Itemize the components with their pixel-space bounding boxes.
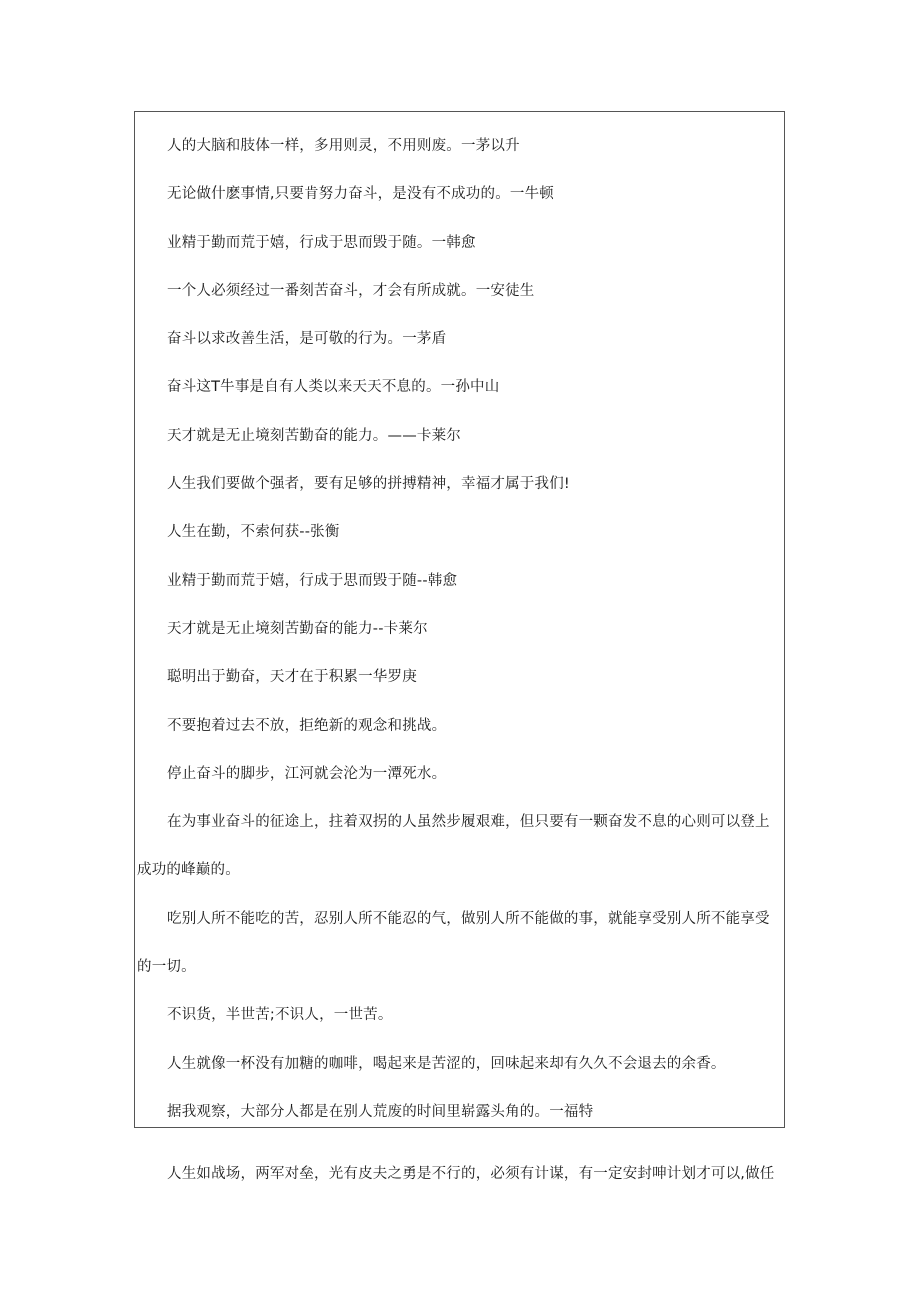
quote-line: 奋斗以求改善生活，是可敬的行为。一茅盾 bbox=[167, 331, 447, 347]
quote-line: 人生在勤，不索何获--张衡 bbox=[167, 524, 340, 540]
quote-line: 人生我们要做个强者，要有足够的拼搏精神，幸福才属于我们! bbox=[167, 476, 570, 492]
body-paragraph-line: 人生如战场，两军对垒，光有皮夫之勇是不行的，必须有计谋，有一定安封呻计划才可以,做任 bbox=[167, 1166, 775, 1182]
quote-line: 天才就是无止境刻苦勤奋的能力--卡莱尔 bbox=[167, 621, 428, 637]
quote-line: 业精于勤而荒于嬉，行成于思而毁于随。一韩愈 bbox=[167, 235, 476, 251]
quote-line: 据我观察，大部分人都是在别人荒废的时间里崭露头角的。一福特 bbox=[167, 1104, 594, 1120]
quote-line: 聪明出于勤奋，天才在于积累一华罗庚 bbox=[167, 669, 417, 685]
quote-line: 在为事业奋斗的征途上，拄着双拐的人虽然步履艰难，但只要有一颗奋发不息的心则可以登上 bbox=[167, 814, 770, 830]
quote-line-continuation: 成功的峰巅的。 bbox=[137, 862, 240, 878]
quote-line: 不要抱着过去不放，拒绝新的观念和挑战。 bbox=[167, 718, 447, 734]
quote-line-continuation: 的一切。 bbox=[137, 959, 196, 975]
quote-line: 业精于勤而荒于嬉，行成于思而毁于随--韩愈 bbox=[167, 573, 458, 589]
quote-line: 无论做什麽事情,只要肯努力奋斗，是没有不成功的。一牛顿 bbox=[167, 186, 555, 202]
quote-line: 天才就是无止境刻苦勤奋的能力。——卡莱尔 bbox=[167, 428, 461, 444]
quote-line: 不识货，半世苦;不识人，一世苦。 bbox=[167, 1007, 393, 1023]
quote-line: 吃别人所不能吃的苦，忍别人所不能忍的气，做别人所不能做的事，就能享受别人所不能享受 bbox=[167, 911, 770, 927]
quote-line: 奋斗这T牛事是自有人类以来天天不息的。一孙中山 bbox=[167, 379, 500, 395]
quote-line: 一个人必须经过一番刻苦奋斗，才会有所成就。一安徒生 bbox=[167, 283, 535, 299]
quote-line: 人的大脑和肢体一样，多用则灵，不用则废。一茅以升 bbox=[167, 138, 520, 154]
quote-line: 停止奋斗的脚步，江河就会沦为一潭死水。 bbox=[167, 766, 447, 782]
quote-line: 人生就像一杯没有加糖的咖啡，喝起来是苦涩的，回味起来却有久久不会退去的余香。 bbox=[167, 1056, 726, 1072]
